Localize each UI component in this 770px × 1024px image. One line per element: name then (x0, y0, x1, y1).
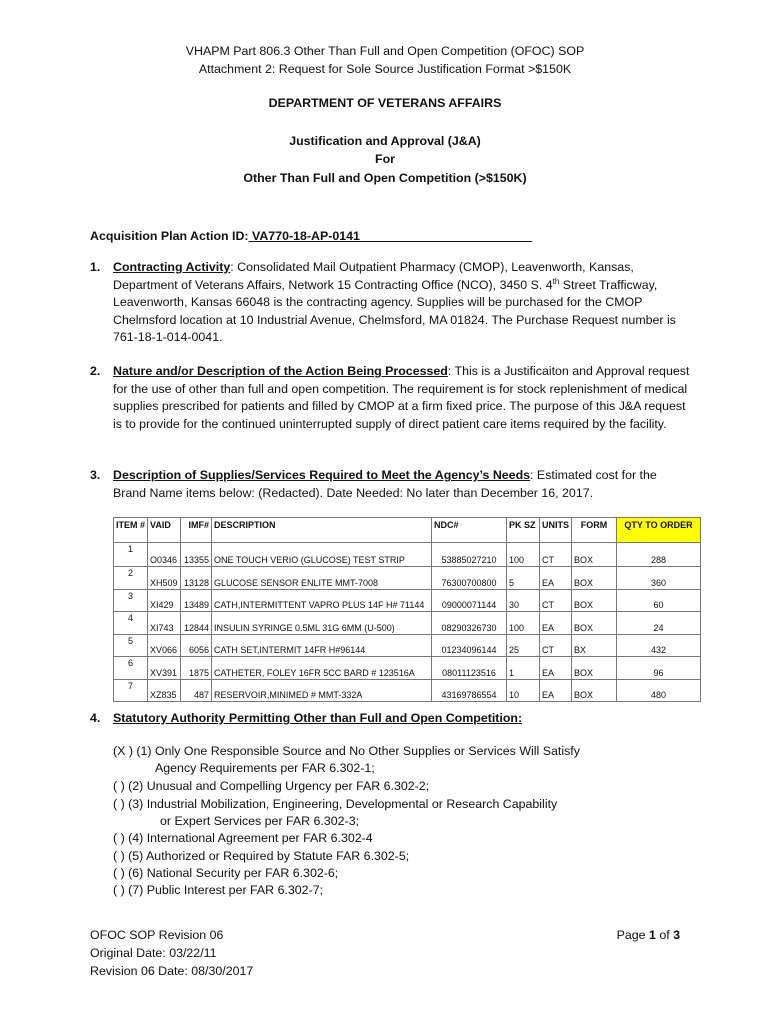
acquisition-plan-value: VA770-18-AP-0141_________________________ (248, 229, 533, 243)
ja-title-for: For (375, 152, 395, 166)
cell-imf: 13128 (181, 567, 212, 590)
cell-imf: 13355 (181, 543, 212, 567)
cell-imf: 6056 (181, 634, 212, 657)
document-footer (90, 926, 253, 980)
cell-description: RESERVOIR,MINIMED # MMT-332A (212, 679, 432, 702)
section-number: 4. (90, 711, 101, 725)
section-heading: Contracting Activity (113, 260, 231, 274)
cell-item: 2 (114, 567, 148, 590)
column-header: PK SZ (507, 518, 540, 543)
authority-option-7: ( ) (7) Public Interest per FAR 6.302-7; (113, 883, 324, 897)
cell-vaid: O0346 (148, 543, 181, 567)
column-header: ITEM # (114, 518, 148, 543)
table-row (114, 543, 701, 567)
section-3-description-of-supplies (90, 467, 690, 502)
cell-imf: 1875 (181, 657, 212, 680)
header-line-2: Attachment 2: Request for Sole Source Justification Format >$150K (198, 62, 572, 76)
cell-units: CT (540, 543, 572, 567)
cell-imf: 487 (181, 679, 212, 702)
cell-vaid: XH509 (148, 567, 181, 590)
cell-qty: 96 (617, 657, 701, 680)
cell-form: BOX (572, 679, 617, 702)
cell-units: EA (540, 567, 572, 590)
cell-ndc: 43169786554 (432, 679, 507, 702)
cell-qty: 60 (617, 589, 701, 612)
column-header-qty: QTY TO ORDER (617, 518, 701, 543)
cell-ndc: 76300700800 (432, 567, 507, 590)
section-heading: Description of Supplies/Services Required to Meet the Agency’s Needs (113, 468, 531, 482)
cell-qty: 480 (617, 679, 701, 702)
cell-description: CATH SET,INTERMIT 14FR H#96144 (212, 634, 432, 657)
section-text: : This is a Justificaiton and Approval request for the use of other than full and open competition. The requirement is for stock replenishment of medical supplies prescribed for patients and filled by CMOP at a firm fixed price. The purpose of this J&A request is to provide for the continued uninterrupted supply of direct patient care items required by the facility. (113, 364, 690, 431)
cell-pk-sz: 100 (507, 612, 540, 635)
section-text-b: Street Trafficway, Leavenworth, Kansas 66048 is the contracting agency. Supplies will be purchased for the CMOP Chelmsford location at 10 Industrial Avenue, Chelmsford, MA 01824. The Purchase Request number is 761-18-1-014-0041. (113, 277, 676, 344)
page-number (617, 926, 680, 944)
authority-option-5: ( ) (5) Authorized or Required by Statute FAR 6.302-5; (113, 849, 410, 863)
cell-ndc: 08011123516 (432, 657, 507, 680)
authority-option-1-cont: Agency Requirements per FAR 6.302-1; (155, 761, 375, 775)
cell-form: BOX (572, 657, 617, 680)
cell-vaid: XV066 (148, 634, 181, 657)
header-line-1: VHAPM Part 806.3 Other Than Full and Open Competition (OFOC) SOP (185, 44, 585, 58)
cell-vaid: XZ835 (148, 679, 181, 702)
cell-form: BOX (572, 567, 617, 590)
column-header: FORM (572, 518, 617, 543)
cell-ndc: 09000071144 (432, 589, 507, 612)
cell-item: 3 (114, 589, 148, 612)
acquisition-plan-label: Acquisition Plan Action ID: (90, 229, 249, 243)
table-row (114, 634, 701, 657)
page-current: 1 (648, 928, 656, 942)
supplies-table (113, 517, 701, 702)
cell-units: EA (540, 679, 572, 702)
cell-form: BOX (572, 543, 617, 567)
cell-ndc: 01234096144 (432, 634, 507, 657)
section-heading: Statutory Authority Permitting Other than Full and Open Competition: (113, 711, 523, 725)
cell-pk-sz: 5 (507, 567, 540, 590)
cell-pk-sz: 25 (507, 634, 540, 657)
cell-vaid: XI743 (148, 612, 181, 635)
cell-units: EA (540, 612, 572, 635)
table-row (114, 567, 701, 590)
cell-item: 7 (114, 679, 148, 702)
table-row (114, 657, 701, 680)
cell-qty: 288 (617, 543, 701, 567)
cell-pk-sz: 100 (507, 543, 540, 567)
cell-form: BOX (572, 589, 617, 612)
cell-imf: 13489 (181, 589, 212, 612)
column-header: IMF# (181, 518, 212, 543)
section-1-contracting-activity (90, 259, 690, 347)
section-number: 2. (90, 364, 101, 378)
footer-revision-date: Revision 06 Date: 08/30/2017 (90, 964, 254, 978)
page-total: 3 (673, 928, 680, 942)
cell-description: INSULIN SYRINGE 0.5ML 31G 6MM (U-500) (212, 612, 432, 635)
cell-qty: 360 (617, 567, 701, 590)
section-text-sup: th (552, 276, 560, 286)
cell-units: EA (540, 657, 572, 680)
cell-vaid: XV391 (148, 657, 181, 680)
cell-pk-sz: 30 (507, 589, 540, 612)
cell-qty: 432 (617, 634, 701, 657)
cell-description: CATHETER, FOLEY 16FR 5CC BARD # 123516A (212, 657, 432, 680)
footer-original-date: Original Date: 03/22/11 (90, 946, 217, 960)
cell-imf: 12844 (181, 612, 212, 635)
cell-item: 6 (114, 657, 148, 680)
page-of: of (655, 928, 674, 942)
cell-ndc: 08290326730 (432, 612, 507, 635)
table-header-row (114, 518, 701, 543)
column-header: NDC# (432, 518, 507, 543)
cell-description: GLUCOSE SENSOR ENLITE MMT-7008 (212, 567, 432, 590)
cell-units: CT (540, 589, 572, 612)
footer-revision: OFOC SOP Revision 06 (90, 928, 224, 942)
authority-option-6: ( ) (6) National Security per FAR 6.302-6; (113, 866, 339, 880)
cell-item: 1 (114, 543, 148, 567)
cell-item: 4 (114, 612, 148, 635)
cell-item: 5 (114, 634, 148, 657)
document-header (0, 42, 770, 78)
cell-ndc: 53885027210 (432, 543, 507, 567)
section-2-nature-of-action (90, 363, 690, 433)
page-word: Page (616, 928, 649, 942)
cell-form: BOX (572, 612, 617, 635)
table-row (114, 589, 701, 612)
cell-form: BX (572, 634, 617, 657)
table-row (114, 612, 701, 635)
authority-option-4: ( ) (4) International Agreement per FAR 6.302-4 (113, 831, 373, 845)
section-text: : Estimated cost for the Brand Name items below: (Redacted). Date Needed: No later than December 16, 2017. (113, 468, 657, 500)
section-heading: Nature and/or Description of the Action Being Processed (113, 364, 448, 378)
ja-title: Justification and Approval (J&A) (289, 134, 481, 148)
cell-description: CATH,INTERMITTENT VAPRO PLUS 14F H# 71144 (212, 589, 432, 612)
cell-units: CT (540, 634, 572, 657)
section-text-a: : Consolidated Mail Outpatient Pharmacy (CMOP), Leavenworth, Kansas, Department of Veterans Affairs, Network 15 Contracting Office (NCO), 3450 S. 4 (113, 260, 634, 292)
cell-pk-sz: 1 (507, 657, 540, 680)
cell-description: ONE TOUCH VERIO (GLUCOSE) TEST STRIP (212, 543, 432, 567)
authority-option-1: (X ) (1) Only One Responsible Source and No Other Supplies or Services Will Satisfy (113, 744, 580, 758)
section-4-statutory-authority (90, 710, 690, 728)
authority-option-2: ( ) (2) Unusual and Compelling Urgency per FAR 6.302-2; (113, 779, 430, 793)
cell-pk-sz: 10 (507, 679, 540, 702)
cell-vaid: XI429 (148, 589, 181, 612)
section-number: 3. (90, 468, 101, 482)
ja-title-ofoc: Other Than Full and Open Competition (>$150K) (243, 171, 527, 185)
column-header: VAID (148, 518, 181, 543)
department-title: DEPARTMENT OF VETERANS AFFAIRS (268, 96, 502, 110)
table-row (114, 679, 701, 702)
section-number: 1. (90, 260, 101, 274)
acquisition-plan-id (90, 228, 690, 246)
authority-option-3: ( ) (3) Industrial Mobilization, Engineering, Developmental or Research Capability (113, 797, 558, 811)
cell-qty: 24 (617, 612, 701, 635)
column-header: UNITS (540, 518, 572, 543)
column-header: DESCRIPTION (212, 518, 432, 543)
authority-option-3-cont: or Expert Services per FAR 6.302-3; (160, 814, 360, 828)
